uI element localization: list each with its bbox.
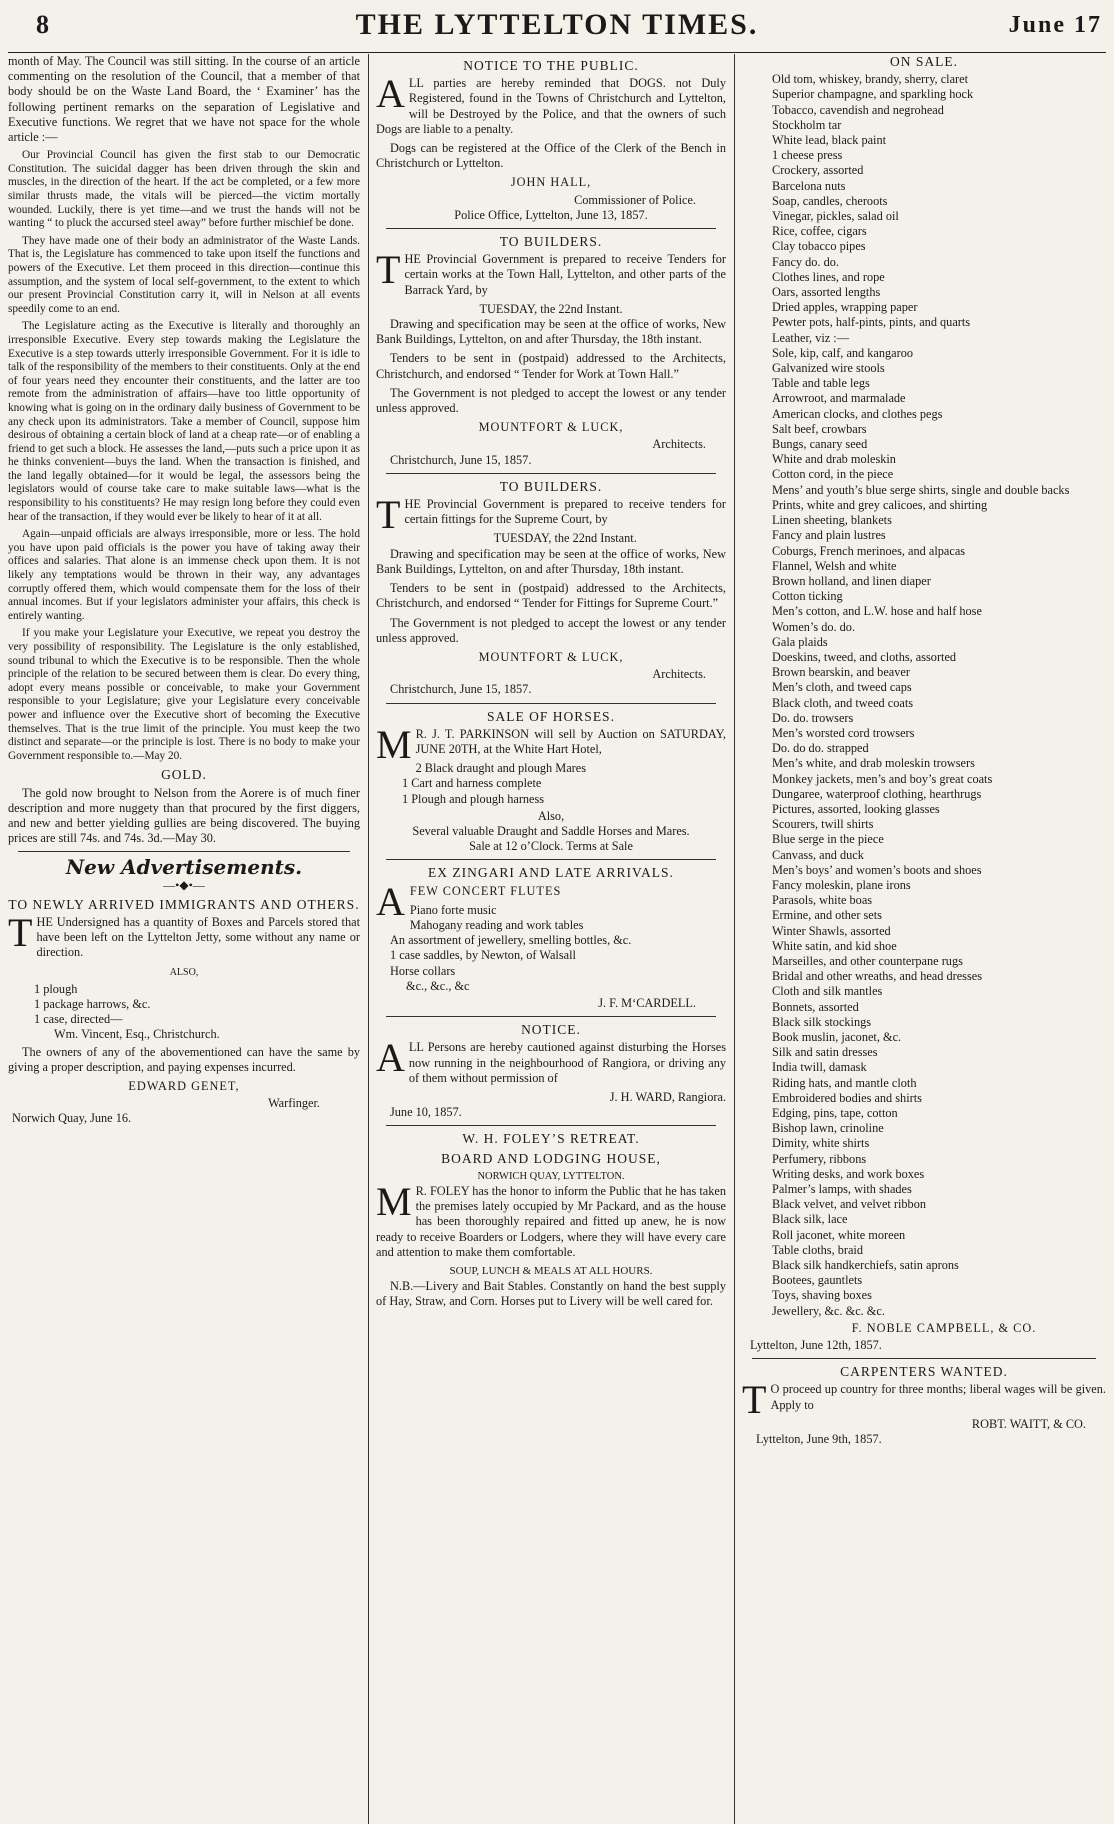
- list-item: 1 plough: [34, 981, 78, 996]
- signature-role: Commissioner of Police.: [574, 192, 696, 207]
- on-sale-heading: ON SALE.: [890, 54, 958, 69]
- signature: J. H. WARD, Rangiora.: [609, 1089, 726, 1104]
- immigrants-notice: THE Undersigned has a quantity of Boxes and Parcels stored that have been left on the Lyttelton Jetty, some without any name or direction.: [8, 909, 360, 960]
- list-item: 1 case saddles, by Newton, of Walsall: [390, 948, 576, 963]
- drop-cap: A: [376, 1035, 405, 1081]
- builders-paragraph: Drawing and specification may be seen at the office of works, New Bank Buildings, Lyttelton, on and after Thursday, 18th instant.: [376, 546, 726, 576]
- quote-paragraph: If you make your Legislature your Executive, we repeat you destroy the very possibility of responsibility. The Legislature is the only established, sound tribunal to which the Executive is to be responsible. Then the whole principle of the relation to be secured between them is clear. Do every thing, adopt every means possible or conceivable, to make your Government responsible to your Legislature; give your Legislature every conceivable power and influence over the Executive short of becoming the Executive themselves. That is the true limit of the principle. You must keep the two distinct and separate—or the principle is lost. There is no body to make your Government responsible to.—May 20.: [8, 627, 360, 762]
- masthead: [8, 6, 1106, 53]
- list-item: Fancy moleskin, plane irons: [772, 877, 911, 892]
- dateline: Police Office, Lyttelton, June 13, 1857.: [454, 207, 648, 222]
- list-item: Crockery, assorted: [772, 163, 864, 178]
- list-item: Parasols, white boas: [772, 893, 873, 908]
- zingari-heading: EX ZINGARI AND LATE ARRIVALS.: [428, 865, 674, 881]
- foley-subheading: BOARD AND LODGING HOUSE,: [441, 1150, 661, 1166]
- list-item: Salt beef, crowbars: [772, 421, 867, 436]
- list-item: Piano forte music: [409, 902, 497, 917]
- notice-paragraph: ALL parties are hereby reminded that DOGS. not Duly Registered, found in the Towns of Christchurch and Lyttelton, will be Destroyed by the Police, and that the owners of such Dogs are liable to a penalty.: [376, 71, 726, 136]
- list-item: Linen sheeting, blankets: [772, 513, 892, 528]
- immigrants-paragraph: The owners of any of the abovementioned can have the same by giving a proper description, and paying expenses incurred.: [8, 1044, 360, 1074]
- divider: [386, 1016, 716, 1017]
- ornament-divider: —•◆•—: [163, 877, 205, 892]
- list-item: Tobacco, cavendish and negrohead: [772, 102, 944, 117]
- list-item: Stockholm tar: [772, 117, 842, 132]
- list-item: Fancy do. do.: [772, 254, 839, 269]
- list-item: Mahogany reading and work tables: [409, 917, 584, 932]
- list-item: Brown bearskin, and beaver: [772, 665, 910, 680]
- dateline: Norwich Quay, June 16.: [12, 1111, 132, 1126]
- list-item: &c., &c., &c: [406, 978, 470, 993]
- article-paragraph: month of May. The Council was still sitting. In the course of an article commenting on the resolution of the Council, that a member of that body should be on the Waste Land Board, the ‘ Examiner’ has the following pertinent remarks on the separation of Legislative and Executive functions. We regret that we have not space for the whole article :—: [8, 54, 360, 145]
- signature: EDWARD GENET,: [128, 1079, 240, 1093]
- builders-paragraph: Tenders to be sent in (postpaid) addressed to the Architects, Christchurch, and endorsed “ Tender for Work at Town Hall.”: [376, 351, 726, 381]
- list-item: Black silk handkerchiefs, satin aprons: [772, 1258, 959, 1273]
- dateline: June 10, 1857.: [390, 1105, 462, 1120]
- list-item: Writing desks, and work boxes: [772, 1166, 925, 1181]
- list-item: India twill, damask: [772, 1060, 867, 1075]
- quoted-article: [8, 149, 360, 763]
- foley-paragraph: M R. FOLEY has the honor to inform the Public that he has taken the premises lately occupied by Mr Packard, and as the house has been thoroughly repaired and fitted up anew, he is now ready to receive Boarders or Lodgers, where they will have every care and attention to make them comfortable.: [376, 1179, 726, 1259]
- list-item: Edging, pins, tape, cotton: [772, 1106, 898, 1121]
- list-item: Wm. Vincent, Esq., Christchurch.: [54, 1027, 220, 1042]
- dateline: Christchurch, June 15, 1857.: [390, 452, 532, 467]
- zingari-first: AFEW CONCERT FLUTES: [376, 878, 562, 924]
- list-item: Monkey jackets, men’s and boy’s great coats: [772, 771, 993, 786]
- list-item: Cotton cord, in the piece: [772, 467, 894, 482]
- list-item: 1 cheese press: [772, 148, 843, 163]
- list-item: Bootees, gauntlets: [772, 1273, 863, 1288]
- dateline: Lyttelton, June 9th, 1857.: [756, 1432, 882, 1447]
- list-item: Oars, assorted lengths: [772, 285, 881, 300]
- list-item: American clocks, and clothes pegs: [772, 406, 943, 421]
- newspaper-title: THE LYTTELTON TIMES.: [355, 8, 759, 41]
- builders-heading: TO BUILDERS.: [499, 234, 603, 250]
- column-rule: [368, 54, 369, 1824]
- list-item: Sole, kip, calf, and kangaroo: [772, 345, 914, 360]
- signature: F. NOBLE CAMPBELL, & CO.: [851, 1320, 1037, 1335]
- column-1: [8, 54, 360, 1824]
- list-item: Clay tobacco pipes: [772, 239, 866, 254]
- list-item: Marseilles, and other counterpane rugs: [772, 953, 963, 968]
- drop-cap: T: [376, 247, 401, 293]
- divider: [18, 851, 350, 852]
- dateline: Christchurch, June 15, 1857.: [390, 682, 532, 697]
- list-item: Old tom, whiskey, brandy, sherry, claret: [772, 72, 969, 87]
- builders-paragraph: Tenders to be sent in (postpaid) addressed to the Architects, Christchurch, and endorsed “ Tender for Fittings for Supreme Court.”: [376, 581, 726, 611]
- drop-cap: M: [376, 721, 412, 767]
- list-item: Flannel, Welsh and white: [772, 558, 897, 573]
- horses-paragraph: Several valuable Draught and Saddle Horses and Mares.: [412, 823, 690, 838]
- list-item: Canvass, and duck: [772, 847, 864, 862]
- drop-cap: T: [8, 909, 33, 955]
- carpenters-paragraph: T O proceed up country for three months; liberal wages will be given. Apply to: [742, 1377, 1106, 1423]
- list-item: Rice, coffee, cigars: [772, 224, 867, 239]
- quote-paragraph: They have made one of their body an administrator of the Waste Lands. That is, the Legislature has commenced to take upon itself the functions and powers of the Executive. Let them proceed in this direction—continue this assumption, and the system of local self-government, to the extent to which our present Provincial Constitution carry it, will in Nelson at all events speedily come to an end.: [8, 234, 360, 315]
- list-item: Book muslin, jaconet, &c.: [772, 1030, 902, 1044]
- list-item: Jewellery, &c. &c. &c.: [772, 1303, 885, 1318]
- list-item: 1 Cart and harness complete: [402, 776, 542, 791]
- list-item: Dungaree, waterproof clothing, hearthrugs: [772, 786, 982, 801]
- quote-paragraph: Again—unpaid officials are always irresponsible, more or less. The hold you have upon paid officials is the power you have of taking away their offices and salaries. That alone is an immense check upon them. It is not likely any temptations would be thrown in their way, any advantages corruptly offered them, which would compensate them for the loss of their annual incomes. But if your legislators administer your affairs, this check is entirely wanting.: [8, 528, 360, 622]
- list-item: Brown holland, and linen diaper: [772, 573, 931, 588]
- notice-heading: NOTICE TO THE PUBLIC.: [463, 58, 639, 73]
- drop-cap: A: [376, 71, 405, 117]
- quote-paragraph: The Legislature acting as the Executive is literally and thoroughly an irresponsible Executive. Every step towards making the Legislature the Executive is a step towards utterly irresponsible Government. For it is idle to talk of the responsibility of the members to their constituents. Only at the end of four years need they encounter their constituents, and the latter are too remote from the administration of affairs—have too little opportunity of knowing what is going on in the ordinary daily business of Government to be any check upon its administrators. Take a member of Council, suppose him desirous of obtaining a certain block of land at a cheap rate—or of enabling a friend to get such a block. He assesses the land,—puts such a price upon it as he thinks convenient—buys the land. When the transaction is finished, and the land legally obtained—for it would be legal, the assessors being the legislators would of course take care to make suitable laws—what is the responsibility to his constituents? He may resign long before they could even hear of the transaction, if they would ever be likely to hear of it at all.: [8, 320, 360, 523]
- list-item: Black velvet, and velvet ribbon: [772, 1197, 927, 1212]
- divider: [752, 1358, 1096, 1359]
- list-item: Pewter pots, half-pints, pints, and quarts: [772, 315, 971, 330]
- list-item: An assortment of jewellery, smelling bottles, &c.: [390, 933, 632, 948]
- immigrants-items: [8, 982, 360, 1043]
- zingari-items: [376, 903, 726, 994]
- page-number: 8: [36, 10, 49, 39]
- list-item: Prints, white and grey calicoes, and shirting: [772, 497, 988, 512]
- list-item: Galvanized wire stools: [772, 361, 885, 376]
- list-item: Ermine, and other sets: [772, 908, 882, 923]
- list-item: Men’s worsted cord trowsers: [772, 725, 915, 740]
- list-item: Men’s cotton, and L.W. hose and half hose: [772, 604, 982, 619]
- list-item: Men’s cloth, and tweed caps: [772, 680, 912, 695]
- signature: MOUNTFORT & LUCK,: [478, 649, 624, 664]
- divider: [386, 228, 716, 229]
- also-label: ALSO,: [169, 966, 199, 978]
- list-item: Dimity, white shirts: [772, 1136, 870, 1151]
- divider: [386, 473, 716, 474]
- list-item: Women’s do. do.: [772, 619, 856, 634]
- list-item: Toys, shaving boxes: [772, 1288, 872, 1303]
- signature: ROBT. WAITT, & CO.: [971, 1416, 1086, 1431]
- list-item: Embroidered bodies and shirts: [772, 1090, 922, 1105]
- columns: [8, 54, 1106, 1824]
- signature: MOUNTFORT & LUCK,: [478, 420, 624, 435]
- new-advertisements-heading: New Advertisements.: [65, 855, 303, 880]
- signature: J. F. M‘CARDELL.: [598, 995, 696, 1010]
- list-item: White and drab moleskin: [772, 452, 896, 467]
- builders-paragraph: Drawing and specification may be seen at the office of works, New Bank Buildings, Lyttelton, on and after Thursday, the 18th instant.: [376, 317, 726, 347]
- list-item: Vinegar, pickles, salad oil: [772, 209, 899, 224]
- signature-role: Architects.: [652, 437, 706, 452]
- list-item: Bonnets, assorted: [772, 999, 859, 1014]
- builders-paragraph: The Government is not pledged to accept the lowest or any tender unless approved.: [376, 385, 726, 416]
- list-item: Barcelona nuts: [772, 178, 846, 193]
- foley-address: NORWICH QUAY, LYTTELTON.: [477, 1170, 625, 1182]
- carpenters-heading: CARPENTERS WANTED.: [840, 1364, 1008, 1380]
- list-item: Arrowroot, and marmalade: [772, 391, 906, 406]
- list-item: Bungs, canary seed: [772, 437, 868, 452]
- horses-paragraph: M R. J. T. PARKINSON will sell by Auction on SATURDAY, JUNE 20TH, at the White Hart Hotel,: [376, 721, 726, 767]
- drop-cap: M: [376, 1179, 412, 1224]
- list-item: White satin, and kid shoe: [772, 938, 897, 953]
- list-item: White lead, black paint: [772, 133, 887, 148]
- list-item: Superior champagne, and sparkling hock: [772, 87, 974, 102]
- horses-items: [376, 761, 726, 807]
- also-label: Also,: [537, 808, 565, 823]
- signature-role: Architects.: [652, 667, 706, 682]
- list-item: Scourers, twill shirts: [772, 817, 874, 832]
- list-item: Do. do. trowsers: [772, 710, 854, 725]
- foley-meals: SOUP, LUNCH & MEALS AT ALL HOURS.: [449, 1265, 653, 1278]
- quote-paragraph: Our Provincial Council has given the first stab to our Democratic Constitution. The suicidal dagger has been driven through the skin and muscles, in the direction of the heart. If the act be completed, or a few more similar thrusts made, the vitals will be pierced—the victim mortally wounded. Luckily, there is yet time—and we trust the hands will not be wanting “ to pluck the accursed steel away” before further mischief be done.: [8, 149, 360, 230]
- list-item: Roll jaconet, white moreen: [772, 1227, 906, 1242]
- list-item: Bishop lawn, crinoline: [772, 1121, 884, 1136]
- list-item: Silk and satin dresses: [772, 1045, 878, 1060]
- list-item: Black silk, lace: [772, 1212, 848, 1227]
- notice-paragraph: ALL Persons are hereby cautioned against disturbing the Horses now running in the neighbourhood of Rangiora, or driving any of them without permission of: [376, 1035, 726, 1085]
- list-item: Mens’ and youth’s blue serge shirts, single and double backs: [772, 482, 1070, 497]
- list-item: Gala plaids: [772, 634, 828, 649]
- list-item: Black cloth, and tweed coats: [772, 695, 914, 710]
- list-item: 1 Plough and plough harness: [402, 791, 545, 806]
- list-item: Perfumery, ribbons: [772, 1151, 867, 1166]
- list-item: Dried apples, wrapping paper: [772, 300, 918, 315]
- signature: JOHN HALL,: [510, 175, 592, 190]
- signature-role: Warfinger.: [268, 1096, 320, 1111]
- column-2: [376, 54, 726, 1824]
- foley-nb: N.B.—Livery and Bait Stables. Constantly on hand the best supply of Hay, Straw, and Corn. Horses put to Livery will be well cared for.: [376, 1279, 726, 1309]
- column-3: [742, 54, 1106, 1824]
- on-sale-list: [742, 72, 1106, 1319]
- gold-paragraph: The gold now brought to Nelson from the Aorere is of much finer description and more nuggety than that procured by the first diggers, and new and better yielding gullies are being discovered. The buying prices are still 74s. and 74s. 3d.—May 30.: [8, 785, 360, 846]
- immigrants-heading: TO NEWLY ARRIVED IMMIGRANTS AND OTHERS.: [8, 896, 360, 912]
- list-item: Clothes lines, and rope: [772, 269, 885, 284]
- list-item: Table and table legs: [772, 376, 870, 391]
- tender-day: TUESDAY, the 22nd Instant.: [493, 531, 637, 546]
- builders-paragraph: THE Provincial Government is prepared to receive Tenders for certain works at the Town Hall, Lyttelton, and other parts of the Barrack Yard, by: [376, 247, 726, 297]
- list-item: Palmer’s lamps, with shades: [772, 1182, 912, 1197]
- list-item: Men’s white, and drab moleskin trowsers: [772, 756, 975, 771]
- list-item: 2 Black draught and plough Mares: [415, 761, 586, 776]
- list-item: 1 case, directed—: [34, 1012, 123, 1027]
- list-item: Black silk stockings: [772, 1014, 872, 1029]
- divider: [386, 859, 716, 860]
- foley-heading: W. H. FOLEY’S RETREAT.: [462, 1131, 640, 1147]
- list-item: Riding hats, and mantle cloth: [772, 1075, 917, 1090]
- divider: [386, 703, 716, 704]
- list-item: Coburgs, French merinoes, and alpacas: [772, 543, 966, 558]
- list-item: Men’s boys’ and women’s boots and shoes: [772, 862, 982, 877]
- list-item: Table cloths, braid: [772, 1242, 863, 1257]
- dateline: Lyttelton, June 12th, 1857.: [750, 1338, 882, 1353]
- list-item: Doeskins, tweed, and cloths, assorted: [772, 649, 957, 664]
- list-item: 1 package harrows, &c.: [34, 996, 151, 1011]
- column-rule: [734, 54, 735, 1824]
- builders-paragraph: The Government is not pledged to accept the lowest or any tender unless approved.: [376, 615, 726, 645]
- list-item: Horse collars: [390, 963, 456, 978]
- gold-heading: GOLD.: [161, 767, 207, 783]
- list-item: Blue serge in the piece: [772, 832, 884, 847]
- list-item: Winter Shawls, assorted: [772, 923, 891, 938]
- horses-heading: SALE OF HORSES.: [487, 708, 615, 724]
- drop-cap: A: [376, 878, 406, 924]
- sale-time: Sale at 12 o’Clock. Terms at Sale: [469, 839, 633, 854]
- builders-heading: TO BUILDERS.: [499, 478, 603, 494]
- list-item: Bridal and other wreaths, and head dresses: [772, 969, 983, 984]
- drop-cap: T: [376, 492, 401, 538]
- notice-paragraph: Dogs can be registered at the Office of the Clerk of the Bench in Christchurch or Lyttelton.: [376, 141, 726, 171]
- notice-heading: NOTICE.: [521, 1022, 581, 1038]
- list-item: Do. do do. strapped: [772, 741, 869, 756]
- list-item: Cloth and silk mantles: [772, 984, 883, 999]
- list-item: Soap, candles, cheroots: [772, 193, 888, 208]
- builders-paragraph: THE Provincial Government is prepared to receive tenders for certain fittings for the Supreme Court, by: [376, 492, 726, 538]
- issue-date: June 17: [1008, 12, 1102, 38]
- list-item: Leather, viz :—: [772, 330, 850, 345]
- drop-cap: T: [742, 1377, 767, 1423]
- list-item: Cotton ticking: [772, 589, 843, 604]
- tender-day: TUESDAY, the 22nd Instant.: [479, 301, 623, 316]
- divider: [386, 1125, 716, 1126]
- list-item: Fancy and plain lustres: [772, 528, 886, 543]
- list-item: Pictures, assorted, looking glasses: [772, 801, 940, 816]
